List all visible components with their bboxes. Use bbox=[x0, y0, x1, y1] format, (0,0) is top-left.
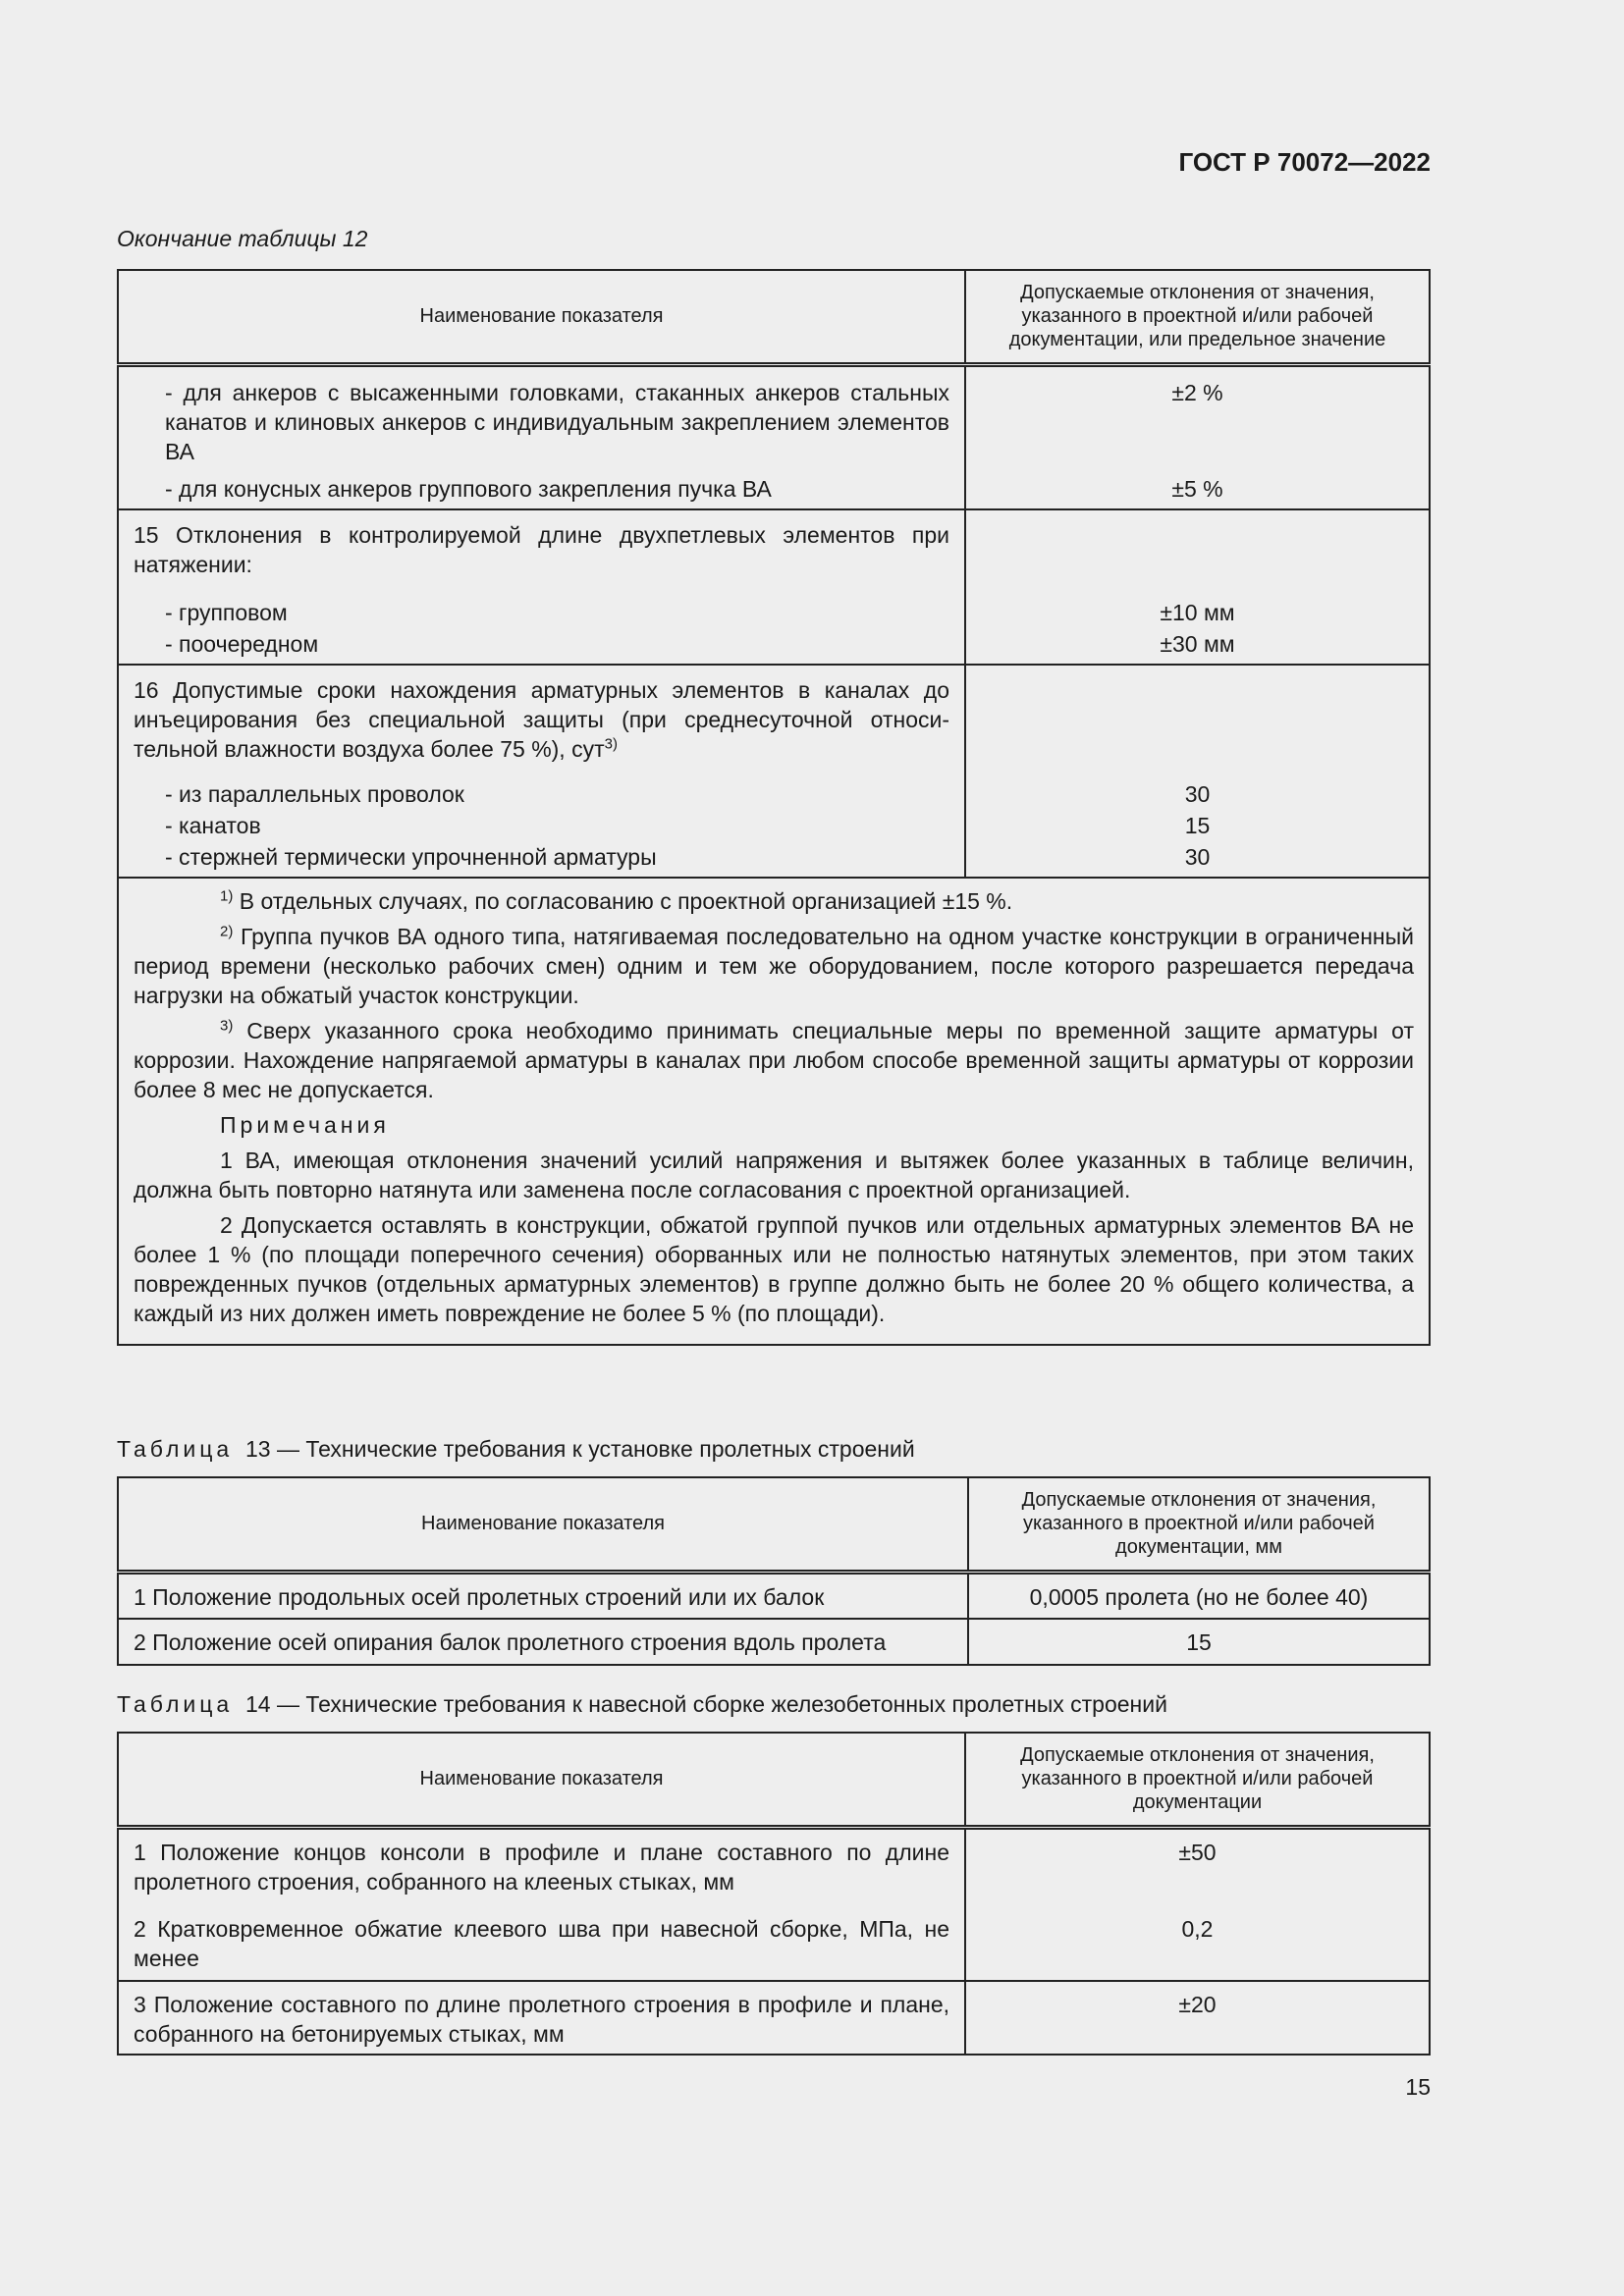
row-text: - для анкеров с высаженными головками, стаканных анкеров стальных канатов и клиновых анкеров с индивидуальным закреплением элементов ВА bbox=[118, 364, 965, 466]
row-value: ±50 bbox=[965, 1827, 1430, 1896]
table-row bbox=[118, 579, 1430, 627]
table-row bbox=[118, 764, 1430, 809]
note: 2 Допускается оставлять в конструкции, обжатой группой пучков или отдельных арматурных элементов ВА не более 1 % (по площади поперечного сечения) оборванных или не полностью натянутых элементов, при этом таких поврежденных пучков (отдельных арматурных элементов) в группе должно быть не более 20 % общего количества, а каждый из них должен иметь повреждение не более 5 % (по площади). bbox=[134, 1211, 1414, 1326]
table-row bbox=[118, 509, 1430, 579]
row-text: 2 Положение осей опирания балок пролетного строения вдоль пролета bbox=[118, 1619, 968, 1665]
table-12-continuation-caption: Окончание таблицы 12 bbox=[117, 226, 368, 251]
table-row bbox=[118, 1981, 1430, 2055]
table-row bbox=[118, 1572, 1430, 1619]
table-footnotes-row bbox=[118, 878, 1430, 1345]
row-text: 3 Положение составного по длине пролетного строения в профиле и плане, собранного на бетонируемых стыках, мм bbox=[118, 1981, 965, 2055]
table-header-row bbox=[118, 1733, 1430, 1827]
column-header-tolerance: Допускаемые отклонения от значения, указанного в проектной и/или рабочей документации, мм bbox=[968, 1477, 1430, 1572]
table-row bbox=[118, 809, 1430, 840]
row-value: ±30 мм bbox=[965, 627, 1430, 665]
row-text: - поочередном bbox=[118, 627, 965, 665]
table-14 bbox=[117, 1732, 1431, 2056]
row-text: 2 Кратковременное обжатие клеевого шва при навесной сборке, МПа, не менее bbox=[118, 1896, 965, 1981]
row-value: ±20 bbox=[965, 1981, 1430, 2055]
table-14-title: Таблица 14 — Технические требования к навесной сборке железобетонных пролетных строений bbox=[117, 1691, 1167, 1717]
row-text: - для конусных анкеров группового закрепления пучка ВА bbox=[118, 466, 965, 509]
table-row bbox=[118, 364, 1430, 466]
footnote-mark: 3) bbox=[220, 1016, 234, 1034]
table-footnotes bbox=[118, 878, 1430, 1345]
column-header-tolerance: Допускаемые отклонения от значения, указанного в проектной и/или рабочей документации bbox=[965, 1733, 1430, 1827]
row-value: 0,0005 пролета (но не более 40) bbox=[968, 1572, 1430, 1619]
column-header-indicator: Наименование показателя bbox=[118, 1477, 968, 1572]
table-13 bbox=[117, 1476, 1431, 1666]
row-value: ±10 мм bbox=[965, 579, 1430, 627]
table-header-row bbox=[118, 270, 1430, 364]
row-value: 15 bbox=[968, 1619, 1430, 1665]
row-value: ±2 % bbox=[965, 364, 1430, 466]
table-row bbox=[118, 466, 1430, 509]
table-row bbox=[118, 840, 1430, 878]
note: 1 ВА, имеющая отклонения значений усилий напряжения и вытяжек более указанных в таблице величин, должна быть повторно натянута или заменена после согласования с проектной организацией. bbox=[134, 1147, 1414, 1202]
row-text: - канатов bbox=[118, 809, 965, 840]
row-value bbox=[965, 509, 1430, 579]
row-value: 0,2 bbox=[965, 1896, 1430, 1981]
row-text: 1 Положение концов консоли в профиле и плане составного по длине пролетного строения, собранного на клееных стыках, мм bbox=[118, 1827, 965, 1896]
table-row bbox=[118, 1896, 1430, 1981]
row-value bbox=[965, 665, 1430, 764]
footnote-mark: 2) bbox=[220, 922, 234, 939]
row-value: 30 bbox=[965, 840, 1430, 878]
table-row bbox=[118, 1827, 1430, 1896]
footnote-ref: 3) bbox=[604, 734, 618, 752]
column-header-indicator: Наименование показателя bbox=[118, 270, 965, 364]
row-text: - из параллельных проволок bbox=[118, 764, 965, 809]
footnote: $^{2)}$ Группа пучков ВА одного типа, натягиваемая последовательно на одном участке конструкции в ограниченный период времени (несколько рабочих смен) одним и тем же оборудованием, после которого разрешается передача нагрузки на обжатый участок конструкции. bbox=[134, 922, 1414, 1008]
table-12 bbox=[117, 269, 1431, 1346]
column-header-tolerance: Допускаемые отклонения от значения, указанного в проектной и/или рабочей документации, или предельное значение bbox=[965, 270, 1430, 364]
table-row bbox=[118, 665, 1430, 764]
footnote-mark: 1) bbox=[220, 886, 234, 904]
document-code: ГОСТ Р 70072—2022 bbox=[1178, 147, 1431, 177]
footnote: $^{3)}$ Сверх указанного срока необходимо принимать специальные меры по временной защите арматуры от коррозии. Нахождение напрягаемой арматуры в каналах при любом способе временной защиты арматуры от коррозии более 8 мес не допускается. bbox=[134, 1016, 1414, 1102]
row-text: 15 Отклонения в контролируемой длине двухпетлевых элементов при натяжении: bbox=[118, 509, 965, 579]
table-header-row bbox=[118, 1477, 1430, 1572]
row-value: 30 bbox=[965, 764, 1430, 809]
table-row bbox=[118, 627, 1430, 665]
row-value: 15 bbox=[965, 809, 1430, 840]
notes-heading: Примечания bbox=[220, 1111, 390, 1138]
table-13-title: Таблица 13 — Технические требования к установке пролетных строений bbox=[117, 1436, 915, 1462]
row-text: - стержней термически упрочненной арматуры bbox=[118, 840, 965, 878]
row-value: ±5 % bbox=[965, 466, 1430, 509]
row-text: - групповом bbox=[118, 579, 965, 627]
row-text: 1 Положение продольных осей пролетных строений или их балок bbox=[118, 1572, 968, 1619]
page-number: 15 bbox=[1405, 2074, 1431, 2100]
column-header-indicator: Наименование показателя bbox=[118, 1733, 965, 1827]
table-row bbox=[118, 1619, 1430, 1665]
footnote: $^{1)}$ В отдельных случаях, по согласованию с проектной организацией ±15 %. bbox=[220, 886, 1013, 914]
row-text: 16 Допустимые сроки нахождения арматурных элементов в каналах до инъецирования без специальной защиты (при среднесуточной относи-тельной влажности воздуха более 75 %), сут$^{3)}$ bbox=[118, 665, 965, 764]
